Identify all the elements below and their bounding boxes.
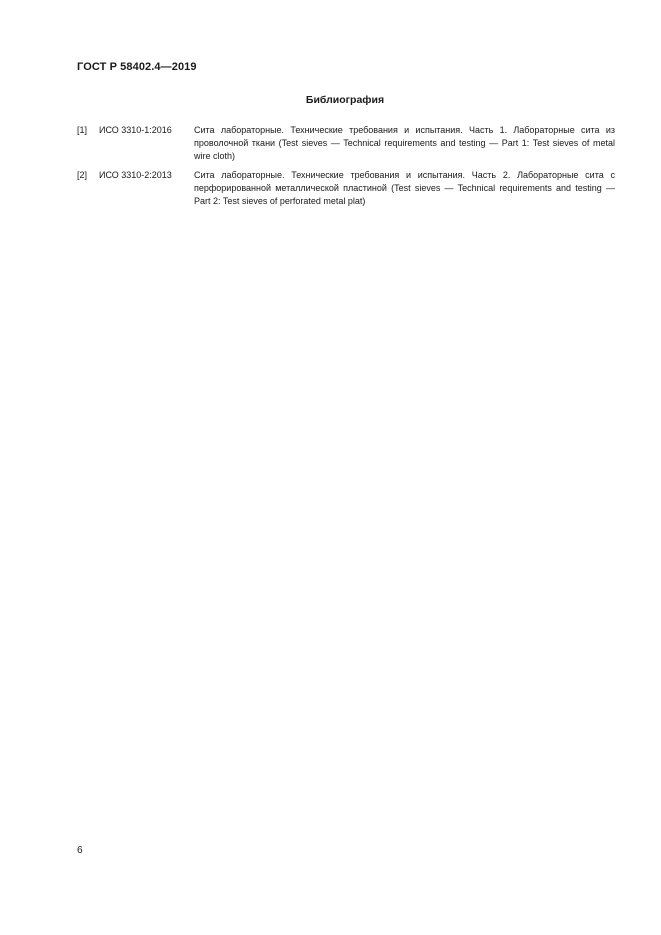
bibliography-entry xyxy=(77,124,615,163)
entry-description: Сита лабораторные. Технические требования и испытания. Часть 2. Лабораторные сита с перфорированной металлической пластиной (Test sieves — Technical requirements and testing — Part 2: Test sieves of perforated metal plat) xyxy=(194,170,615,206)
section-title: Библиография xyxy=(305,94,385,106)
document-header: ГОСТ Р 58402.4—2019 xyxy=(77,61,197,73)
bibliography-entry xyxy=(77,169,615,208)
bibliography-list xyxy=(77,124,615,214)
entry-standard-code: ИСО 3310-2:2013 xyxy=(99,170,172,180)
entry-number: [2] xyxy=(77,170,88,180)
entry-number: [1] xyxy=(77,125,88,135)
entry-description: Сита лабораторные. Технические требования и испытания. Часть 1. Лабораторные сита из проволочной ткани (Test sieves — Technical requirements and testing — Part 1: Test sieves of metal wire cloth) xyxy=(194,125,615,161)
page-number: 6 xyxy=(77,845,83,856)
entry-standard-code: ИСО 3310-1:2016 xyxy=(99,125,172,135)
